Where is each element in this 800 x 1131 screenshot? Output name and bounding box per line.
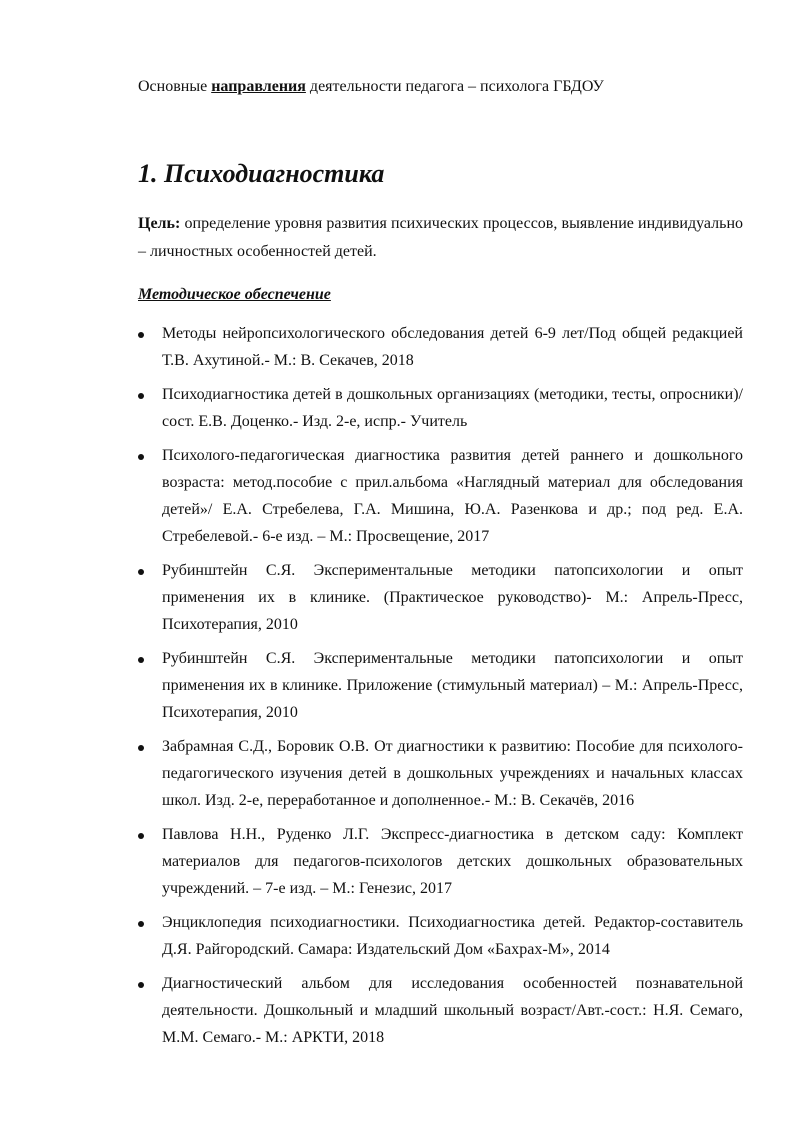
reference-text: Павлова Н.Н., Руденко Л.Г. Экспресс-диагностика в детском саду: Комплект материалов для педагогов-психологов детских дошкольных образовательных учреждений. – 7-е изд. – М.: Генезис, 2017 bbox=[162, 826, 743, 897]
reference-text: Психолого-педагогическая диагностика развития детей раннего и дошкольного возраста: метод.пособие с прил.альбома «Наглядный материал для обследования детей»/ Е.А. Стребелева, Г.А. Мишина, Ю.А. Разенкова и др.; под ред. Е.А. Стребелевой.- 6-е изд. – М.: Просвещение, 2017 bbox=[162, 447, 743, 545]
goal-text: определение уровня развития психических процессов, выявление индивидуально – личностных особенностей детей. bbox=[138, 215, 743, 260]
document-title-suffix: деятельности педагога – психолога ГБДОУ bbox=[305, 78, 604, 95]
reference-item bbox=[138, 381, 743, 435]
reference-text: Психодиагностика детей в дошкольных организациях (методики, тесты, опросники)/сост. Е.В. Доценко.- Изд. 2-е, испр.- Учитель bbox=[162, 386, 743, 430]
reference-text: Рубинштейн С.Я. Экспериментальные методики патопсихологии и опыт применения их в клинике. (Практическое руководство)- М.: Апрель-Пресс, Психотерапия, 2010 bbox=[162, 562, 743, 633]
bullet-icon bbox=[138, 393, 144, 399]
reference-item bbox=[138, 645, 743, 726]
reference-item bbox=[138, 909, 743, 963]
bullet-icon bbox=[138, 921, 144, 927]
reference-item bbox=[138, 970, 743, 1051]
reference-item bbox=[138, 320, 743, 374]
reference-text: Диагностический альбом для исследования особенностей познавательной деятельности. Дошкольный и младший школьный возраст/Авт.-сост.: Н.Я. Семаго, М.М. Семаго.- М.: АРКТИ, 2018 bbox=[162, 975, 743, 1046]
reference-item bbox=[138, 442, 743, 550]
bullet-icon bbox=[138, 454, 144, 460]
bullet-icon bbox=[138, 833, 144, 839]
document-title-prefix: Основные bbox=[138, 78, 212, 95]
document-title bbox=[138, 76, 604, 98]
bullet-icon bbox=[138, 657, 144, 663]
goal-label: Цель: bbox=[138, 215, 181, 232]
bullet-icon bbox=[138, 569, 144, 575]
bullet-icon bbox=[138, 332, 144, 338]
goal-paragraph bbox=[138, 210, 743, 266]
reference-text: Забрамная С.Д., Боровик О.В. От диагностики к развитию: Пособие для психолого-педагогического изучения детей в дошкольных учреждениях и начальных классах школ. Изд. 2-е, переработанное и дополненное.- М.: В. Секачёв, 2016 bbox=[162, 738, 743, 809]
document-title-emphasis: направления bbox=[211, 78, 306, 95]
reference-text: Рубинштейн С.Я. Экспериментальные методики патопсихологии и опыт применения их в клинике. Приложение (стимульный материал) – М.: Апрель-Пресс, Психотерапия, 2010 bbox=[162, 650, 743, 721]
methodical-support-heading: Методическое обеспечение bbox=[138, 286, 331, 303]
reference-text: Методы нейропсихологического обследования детей 6-9 лет/Под общей редакцией Т.В. Ахутиной.- М.: В. Секачев, 2018 bbox=[162, 325, 743, 369]
reference-item bbox=[138, 821, 743, 902]
reference-list bbox=[138, 320, 743, 1058]
bullet-icon bbox=[138, 745, 144, 751]
bullet-icon bbox=[138, 982, 144, 988]
reference-item bbox=[138, 733, 743, 814]
reference-text: Энциклопедия психодиагностики. Психодиагностика детей. Редактор-составитель Д.Я. Райгородский. Самара: Издательский Дом «Бахрах-М», 2014 bbox=[162, 914, 743, 958]
section-heading: 1. Психодиагностика bbox=[138, 159, 385, 188]
reference-item bbox=[138, 557, 743, 638]
